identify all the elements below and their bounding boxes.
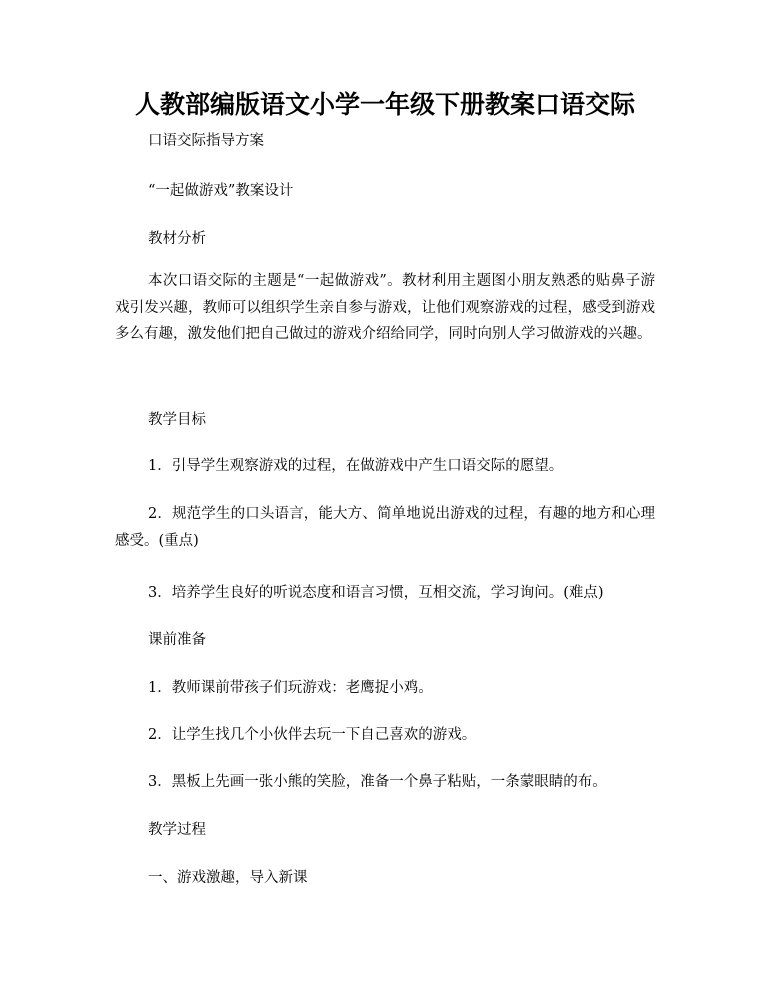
lesson-title: “一起做游戏”教案设计 [148,183,294,199]
section-heading-process: 教学过程 [148,822,206,838]
material-analysis-body: 本次口语交际的主题是“一起做游戏”。教材利用主题图小朋友熟悉的贴鼻子游戏引发兴趣，教师可以组织学生亲自参与游戏，让他们观察游戏的过程，感受到游戏多么有趣，激发他们把自己做过的游戏介绍给同学，同时向别人学习做游戏的兴趣。 [115,273,655,342]
preparation-item: 3．黑板上先画一张小熊的笑脸，准备一个鼻子粘贴，一条蒙眼睛的布。 [148,774,607,790]
goal-item: 1．引导学生观察游戏的过程，在做游戏中产生口语交际的愿望。 [148,458,564,474]
preparation-item: 2．让学生找几个小伙伴去玩一下自己喜欢的游戏。 [148,727,477,743]
preparation-item: 1．教师课前带孩子们玩游戏：老鹰捉小鸡。 [148,680,433,696]
section-heading-goals: 教学目标 [148,412,206,428]
goal-item: 3．培养学生良好的听说态度和语言习惯，互相交流，学习询问。(难点) [148,585,604,601]
section-heading-material-analysis: 教材分析 [148,231,206,247]
document-title: 人教部编版语文小学一年级下册教案口语交际 [134,90,635,119]
section-heading-preparation: 课前准备 [148,632,206,648]
process-step-heading: 一、游戏激趣，导入新课 [148,870,308,886]
document-subtitle: 口语交际指导方案 [148,133,264,149]
goal-item: 2．规范学生的口头语言，能大方、简单地说出游戏的过程，有趣的地方和心理感受。(重点) [115,506,655,549]
